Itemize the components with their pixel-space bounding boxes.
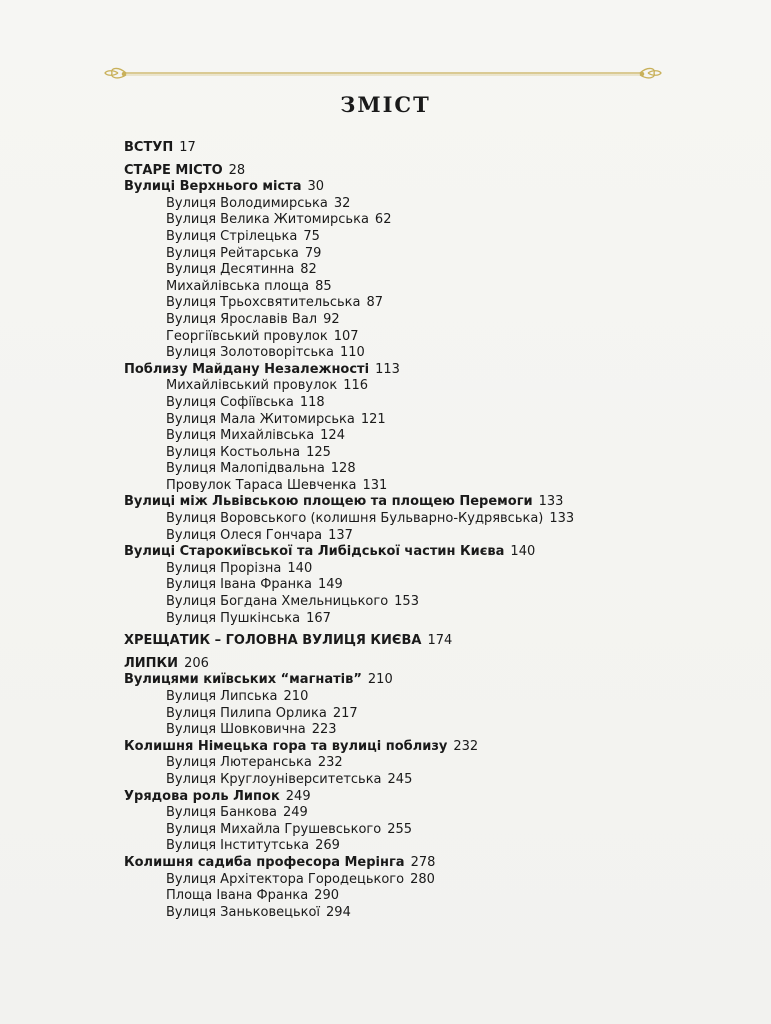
- toc-entry: [124, 345, 744, 362]
- toc-entry-page-number: 92: [323, 311, 340, 327]
- toc-entry: [124, 689, 744, 706]
- toc-entry: [124, 461, 744, 478]
- toc-entry-page-number: 269: [315, 838, 340, 854]
- page-title: ЗМІСТ: [340, 92, 431, 117]
- toc-entry-title: Вулиця Архітектора Городецького: [166, 871, 405, 887]
- toc-entry: [124, 656, 744, 673]
- toc-entry: [124, 528, 744, 545]
- toc-entry-page-number: 17: [179, 140, 196, 155]
- toc-entry-page-number: 137: [328, 527, 353, 543]
- toc-entry: [124, 739, 744, 756]
- toc-entry-title: Вулиця Костьольна: [166, 444, 301, 460]
- toc-entry-page-number: 131: [362, 477, 388, 493]
- toc-entry-title: Вулиця Богдана Хмельницького: [166, 594, 389, 610]
- toc-entry-title: Вулиці Старокиївської та Либідської частин Києва: [124, 544, 505, 560]
- toc-entry-title: Вулиця Пилипа Орлика: [166, 705, 327, 721]
- toc-entry-page-number: 133: [538, 494, 564, 510]
- toc-entry: [124, 140, 744, 157]
- toc-entry-title: Вулиця Софіївська: [166, 394, 294, 410]
- toc-entry: [124, 212, 744, 229]
- toc-entry-title: СТАРЕ МІСТО: [124, 162, 223, 178]
- toc-entry-page-number: 294: [326, 904, 351, 920]
- toc-entry-title: Вулиця Заньковецької: [166, 904, 321, 920]
- toc-entry: [124, 577, 744, 594]
- toc-entry-page-number: 87: [366, 295, 384, 311]
- ornamental-divider-icon: [104, 64, 662, 82]
- toc-entry-title: Вулиця Воровського (колишня Бульварно-Кудрявська): [166, 511, 544, 527]
- toc-entry-title: Колишня Німецька гора та вулиці поблизу: [124, 738, 448, 754]
- toc-entry: [124, 295, 744, 312]
- toc-entry: [124, 805, 744, 822]
- toc-entry-page-number: 28: [228, 162, 246, 178]
- toc-entry: [124, 378, 744, 395]
- toc-entry-title: Вулиця Банкова: [166, 805, 277, 821]
- toc-entry-page-number: 278: [410, 854, 436, 870]
- toc-entry-title: ЛИПКИ: [124, 655, 179, 671]
- toc-entry-title: Колишня садиба професора Мерінга: [124, 854, 405, 870]
- toc-entry-title: Вулиця Мала Житомирська: [166, 411, 355, 427]
- toc-entry-title: ВСТУП: [124, 140, 174, 155]
- toc-entry-page-number: 149: [317, 577, 343, 593]
- toc-entry: [124, 494, 744, 511]
- toc-entry-title: Вулиця Малопідвальна: [166, 461, 325, 477]
- toc-entry: [124, 611, 744, 628]
- toc-entry: [124, 229, 744, 246]
- toc-entry-title: ХРЕЩАТИК – ГОЛОВНА ВУЛИЦЯ КИЄВА: [124, 633, 422, 649]
- toc-entry-page-number: 62: [374, 212, 392, 228]
- toc-entry: [124, 755, 744, 772]
- toc-entry: [124, 312, 744, 329]
- toc-entry-title: Георгіївський провулок: [166, 328, 328, 344]
- toc-entry-title: Вулиця Михайла Грушевського: [166, 821, 382, 837]
- table-of-contents: [124, 140, 744, 921]
- toc-entry: [124, 246, 744, 263]
- toc-entry-title: Вулиця Лютеранська: [166, 755, 312, 771]
- toc-entry-page-number: 280: [410, 871, 435, 887]
- toc-entry: [124, 428, 744, 445]
- toc-entry-title: Вулиця Круглоуніверситетська: [166, 771, 382, 787]
- toc-entry: [124, 633, 744, 650]
- toc-entry-page-number: 128: [330, 461, 356, 477]
- toc-entry-title: Вулиця Велика Житомирська: [166, 212, 369, 228]
- toc-entry-title: Вулиця Володимирська: [166, 195, 328, 211]
- toc-entry-title: Михайлівський провулок: [166, 378, 338, 394]
- toc-entry-page-number: 116: [343, 378, 369, 394]
- toc-entry-page-number: 249: [285, 788, 311, 804]
- toc-entry: [124, 594, 744, 611]
- toc-entry-title: Вулиця Івана Франка: [166, 577, 312, 593]
- toc-entry: [124, 163, 744, 180]
- toc-entry-page-number: 79: [304, 245, 322, 261]
- toc-entry: [124, 544, 744, 561]
- toc-entry-page-number: 167: [306, 610, 331, 626]
- toc-entry-title: Михайлівська площа: [166, 278, 310, 294]
- toc-entry-title: Вулиця Інститутська: [166, 838, 310, 854]
- toc-entry-title: Вулиці між Львівською площею та площею Перемоги: [124, 494, 533, 510]
- toc-entry: [124, 511, 744, 528]
- toc-entry-page-number: 232: [453, 738, 479, 754]
- toc-entry-title: Вулиця Олеся Гончара: [166, 527, 323, 543]
- toc-entry-page-number: 118: [299, 394, 325, 410]
- toc-entry-page-number: 249: [283, 805, 308, 821]
- toc-entry-page-number: 85: [315, 278, 332, 294]
- toc-entry-title: Вулиці Верхнього міста: [124, 179, 302, 195]
- toc-entry-title: Вулиця Шовковична: [166, 722, 306, 738]
- toc-entry-title: Провулок Тараса Шевченка: [166, 477, 357, 493]
- toc-entry-page-number: 290: [314, 888, 339, 904]
- toc-entry-title: Вулиця Стрілецька: [166, 228, 298, 244]
- toc-entry: [124, 905, 744, 922]
- toc-entry: [124, 789, 744, 806]
- toc-entry-title: Вулиця Ярославів Вал: [166, 311, 318, 327]
- toc-entry: [124, 672, 744, 689]
- toc-entry-page-number: 210: [283, 689, 309, 704]
- toc-entry: [124, 412, 744, 429]
- toc-entry-page-number: 217: [332, 705, 358, 721]
- toc-entry-page-number: 153: [394, 594, 419, 610]
- toc-entry-page-number: 110: [339, 345, 365, 361]
- toc-entry: [124, 855, 744, 872]
- toc-entry-title: Вулиця Десятинна: [166, 262, 295, 278]
- toc-entry-page-number: 107: [333, 328, 359, 344]
- toc-entry: [124, 478, 744, 495]
- toc-entry: [124, 329, 744, 346]
- toc-entry-page-number: 140: [510, 544, 536, 560]
- toc-entry-title: Вулиця Рейтарська: [166, 245, 299, 261]
- toc-entry-title: Вулиця Трьохсвятительська: [166, 295, 361, 311]
- toc-entry-page-number: 75: [303, 228, 320, 244]
- toc-entry-page-number: 140: [287, 560, 313, 576]
- toc-entry-page-number: 210: [367, 672, 393, 688]
- toc-entry: [124, 262, 744, 279]
- toc-entry-title: Урядова роль Липок: [124, 788, 280, 804]
- toc-entry: [124, 196, 744, 213]
- toc-entry-title: Вулицями київських “магнатів”: [124, 672, 362, 688]
- toc-entry: [124, 772, 744, 789]
- toc-entry-page-number: 245: [387, 771, 413, 787]
- toc-entry: [124, 888, 744, 905]
- toc-entry: [124, 395, 744, 412]
- toc-entry-title: Вулиця Липська: [166, 689, 278, 704]
- toc-entry: [124, 722, 744, 739]
- toc-entry-page-number: 174: [427, 633, 453, 649]
- toc-entry-title: Поблизу Майдану Незалежності: [124, 361, 370, 377]
- toc-entry-page-number: 133: [549, 511, 575, 527]
- toc-entry-page-number: 82: [300, 262, 317, 278]
- toc-entry-page-number: 223: [311, 722, 337, 738]
- toc-entry: [124, 872, 744, 889]
- toc-entry-page-number: 30: [307, 179, 325, 195]
- toc-entry-title: Площа Івана Франка: [166, 888, 309, 904]
- toc-entry: [124, 179, 744, 196]
- toc-entry-title: Вулиця Прорізна: [166, 560, 282, 576]
- toc-entry: [124, 279, 744, 296]
- toc-entry: [124, 822, 744, 839]
- toc-entry: [124, 561, 744, 578]
- toc-entry-page-number: 32: [333, 195, 351, 211]
- toc-entry: [124, 445, 744, 462]
- toc-entry-page-number: 124: [320, 428, 345, 444]
- toc-entry: [124, 838, 744, 855]
- toc-entry-page-number: 206: [184, 655, 209, 671]
- toc-entry: [124, 362, 744, 379]
- toc-entry-title: Вулиця Пушкінська: [166, 610, 301, 626]
- toc-entry-page-number: 121: [360, 411, 386, 427]
- toc-entry: [124, 706, 744, 723]
- toc-entry-page-number: 125: [306, 444, 331, 460]
- toc-entry-page-number: 255: [387, 821, 413, 837]
- toc-entry-title: Вулиця Михайлівська: [166, 428, 315, 444]
- toc-entry-page-number: 113: [375, 361, 400, 377]
- toc-entry-page-number: 232: [317, 755, 343, 771]
- toc-entry-title: Вулиця Золотоворітська: [166, 345, 334, 361]
